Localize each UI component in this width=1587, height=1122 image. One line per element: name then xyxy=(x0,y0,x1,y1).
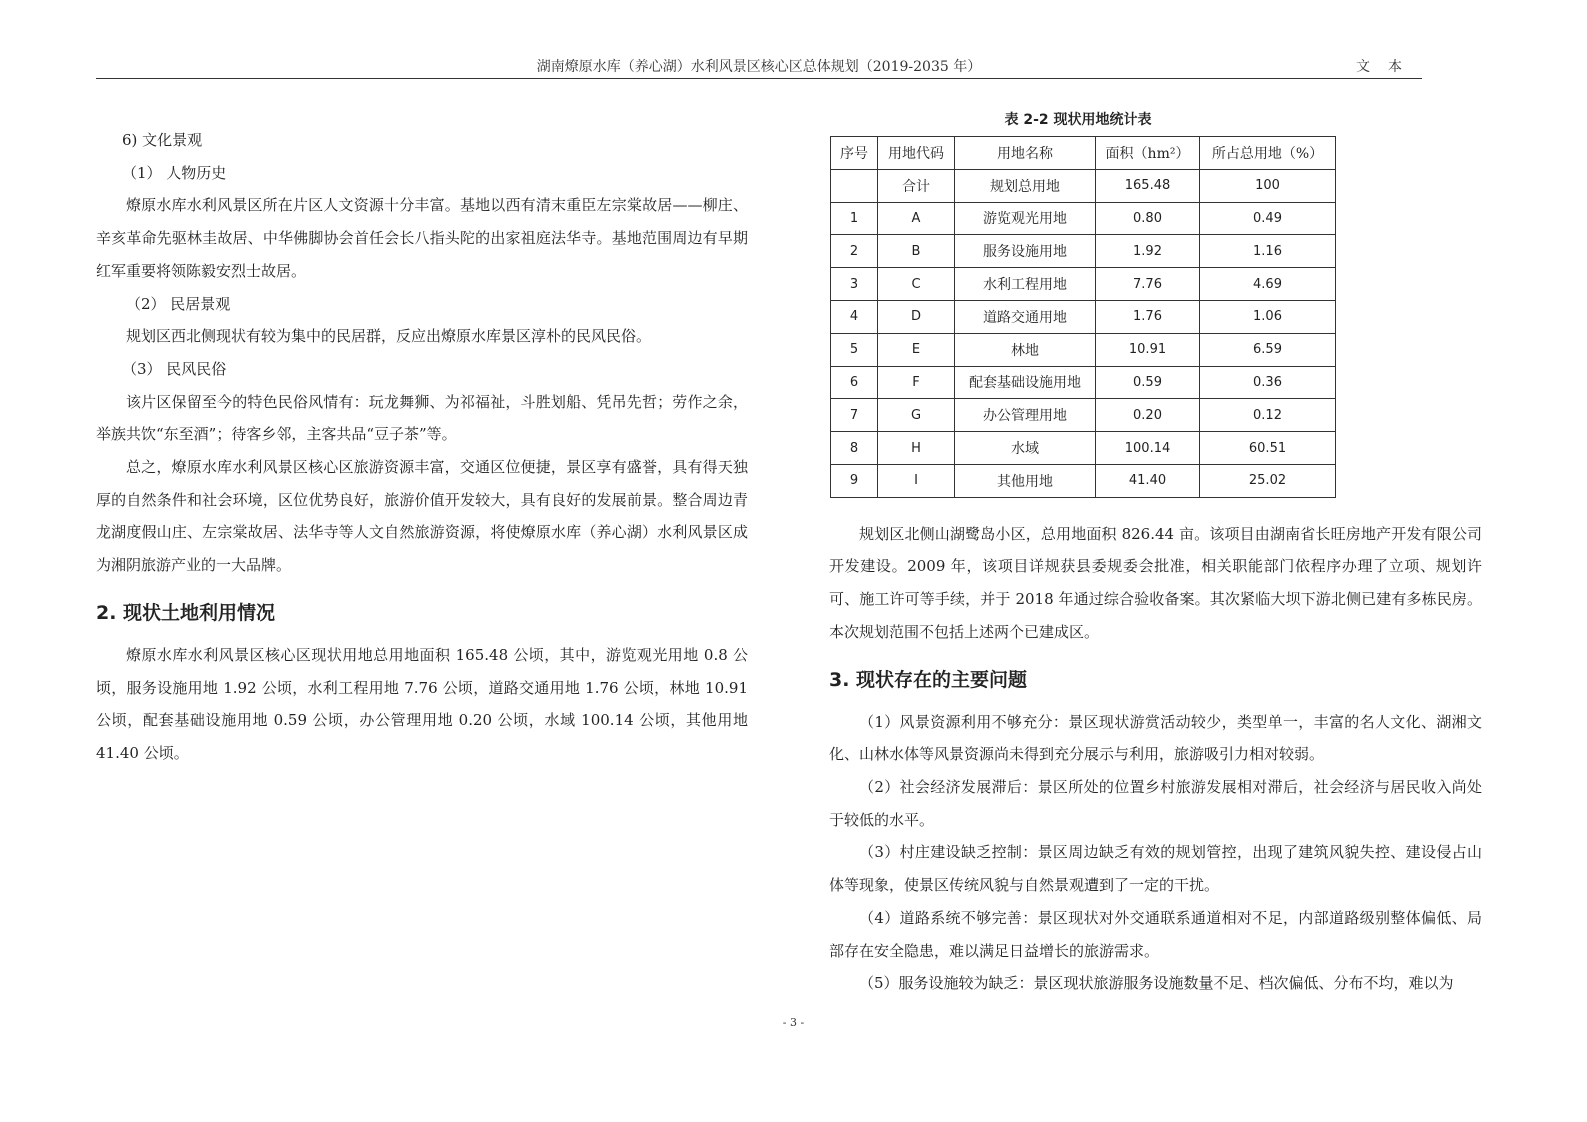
table-cell: 4.69 xyxy=(1200,268,1336,301)
table-row xyxy=(831,432,1336,465)
table-cell: 配套基础设施用地 xyxy=(955,366,1096,399)
table-cell: 办公管理用地 xyxy=(955,399,1096,432)
right-column xyxy=(829,108,1482,1000)
table-cell: 其他用地 xyxy=(955,464,1096,497)
table-cell: 6.59 xyxy=(1200,333,1336,366)
table-cell: 100 xyxy=(1200,169,1336,202)
table-cell: 10.91 xyxy=(1096,333,1200,366)
header-cell: 面积（hm²） xyxy=(1096,137,1200,170)
table-cell: 5 xyxy=(831,333,878,366)
header-title: 湖南燎原水库（养心湖）水利风景区核心区总体规划（2019-2035 年） xyxy=(536,59,982,75)
table-cell: 0.12 xyxy=(1200,399,1336,432)
header-cell: 用地代码 xyxy=(878,137,955,170)
table-cell: 6 xyxy=(831,366,878,399)
table-cell: 41.40 xyxy=(1096,464,1200,497)
table-cell: 7.76 xyxy=(1096,268,1200,301)
table-cell: 100.14 xyxy=(1096,432,1200,465)
table-cell: 服务设施用地 xyxy=(955,235,1096,268)
problem-item-1: （1）风景资源利用不够充分：景区现状游赏活动较少，类型单一，丰富的名人文化、湖湘文化、山林水体等风景资源尚未得到充分展示与利用，旅游吸引力相对较弱。 xyxy=(829,712,1482,764)
table-cell: 规划总用地 xyxy=(955,169,1096,202)
header-cell: 用地名称 xyxy=(955,137,1096,170)
table-cell: 1.06 xyxy=(1200,300,1336,333)
development-paragraph: 规划区北侧山湖鹭岛小区，总用地面积 826.44 亩。该项目由湖南省长旺房地产开发有限公司开发建设。2009 年，该项目详规获县委规委会批准，相关职能部门依程序办理了立项、规划许可、施工许可等手续，并于 2018 年通过综合验收备案。其次紧临大坝下游北侧已建有多栋民房。本次规划范围不包括上述两个已建成区。 xyxy=(829,524,1482,641)
table-cell: 9 xyxy=(831,464,878,497)
problem-item-3: （3）村庄建设缺乏控制：景区周边缺乏有效的规划管控，出现了建筑风貌失控、建设侵占山体等现象，使景区传统风貌与自然景观遭到了一定的干扰。 xyxy=(829,843,1482,895)
table-row xyxy=(831,268,1336,301)
header-cell: 所占总用地（%） xyxy=(1200,137,1336,170)
table-cell: B xyxy=(878,235,955,268)
table-cell: 1.76 xyxy=(1096,300,1200,333)
table-row xyxy=(831,399,1336,432)
table-cell: D xyxy=(878,300,955,333)
table-cell: 3 xyxy=(831,268,878,301)
problem-item-2: （2）社会经济发展滞后：景区所处的位置乡村旅游发展相对滞后，社会经济与居民收入尚处于较低的水平。 xyxy=(829,777,1482,829)
subsection-2-title: （2） 民居景观 xyxy=(126,294,231,313)
table-cell: F xyxy=(878,366,955,399)
table-cell: 合计 xyxy=(878,169,955,202)
left-column xyxy=(96,124,748,770)
table-cell: 0.49 xyxy=(1200,202,1336,235)
table-row xyxy=(831,202,1336,235)
section-2-text: 燎原水库水利风景区核心区现状用地总用地面积 165.48 公顷，其中，游览观光用地 0.8 公顷，服务设施用地 1.92 公顷，水利工程用地 7.76 公顷，道路交通用地 1.76 公顷，林地 10.91 公顷，配套基础设施用地 0.59 公顷，办公管理用地 0.20 公顷，水域 100.14 公顷，其他用地 41.40 公顷。 xyxy=(96,645,748,762)
land-use-table xyxy=(830,136,1336,498)
table-cell: 0.80 xyxy=(1096,202,1200,235)
table-cell: 游览观光用地 xyxy=(955,202,1096,235)
table-cell: 水域 xyxy=(955,432,1096,465)
table-cell: 1 xyxy=(831,202,878,235)
section-3-heading: 3. 现状存在的主要问题 xyxy=(829,668,1028,691)
header-doc-type: 文本 xyxy=(1356,59,1420,75)
table-cell: 8 xyxy=(831,432,878,465)
section-2-heading: 2. 现状土地利用情况 xyxy=(96,601,276,624)
table-cell: C xyxy=(878,268,955,301)
table-cell: 水利工程用地 xyxy=(955,268,1096,301)
section-6-title: 6) 文化景观 xyxy=(122,131,203,149)
problem-item-5: （5）服务设施较为缺乏：景区现状旅游服务设施数量不足、档次偏低、分布不均，难以为 xyxy=(859,974,1454,993)
table-cell: I xyxy=(878,464,955,497)
table-row xyxy=(831,300,1336,333)
subsection-2-text: 规划区西北侧现状有较为集中的民居群，反应出燎原水库景区淳朴的民风民俗。 xyxy=(126,327,652,346)
subsection-1-text: 燎原水库水利风景区所在片区人文资源十分丰富。基地以西有清末重臣左宗棠故居——柳庄、辛亥革命先驱林圭故居、中华佛脚协会首任会长八指头陀的出家祖庭法华寺。基地范围周边有早期红军重要将领陈毅安烈士故居。 xyxy=(96,196,748,280)
table-cell xyxy=(831,169,878,202)
table-row xyxy=(831,464,1336,497)
subsection-1-title: （1） 人物历史 xyxy=(122,163,227,182)
summary-paragraph: 总之，燎原水库水利风景区核心区旅游资源丰富，交通区位便捷，景区享有盛誉，具有得天独厚的自然条件和社会环境，区位优势良好，旅游价值开发较大，具有良好的发展前景。整合周边青龙湖度假山庄、左宗棠故居、法华寺等人文自然旅游资源，将使燎原水库（养心湖）水利风景区成为湘阴旅游产业的一大品牌。 xyxy=(96,458,748,575)
table-row xyxy=(831,169,1336,202)
table-row xyxy=(831,333,1336,366)
table-cell: H xyxy=(878,432,955,465)
table-cell: 0.20 xyxy=(1096,399,1200,432)
table-cell: E xyxy=(878,333,955,366)
table-cell: G xyxy=(878,399,955,432)
table-cell: 2 xyxy=(831,235,878,268)
subsection-3-title: （3） 民风民俗 xyxy=(122,359,227,378)
subsection-3-text: 该片区保留至今的特色民俗风情有：玩龙舞狮、为祁福祉，斗胜划船、凭吊先哲；劳作之余，举族共饮“东至酒”；待客乡邻，主客共品“豆子茶”等。 xyxy=(96,392,748,444)
page-header xyxy=(96,56,1422,79)
table-cell: A xyxy=(878,202,955,235)
header-cell: 序号 xyxy=(831,137,878,170)
table-cell: 1.92 xyxy=(1096,235,1200,268)
table-cell: 0.36 xyxy=(1200,366,1336,399)
table-cell: 165.48 xyxy=(1096,169,1200,202)
problem-item-4: （4）道路系统不够完善：景区现状对外交通联系通道相对不足，内部道路级别整体偏低、局部存在安全隐患，难以满足日益增长的旅游需求。 xyxy=(829,908,1482,960)
table-caption: 表 2-2 现状用地统计表 xyxy=(1004,112,1152,128)
table-cell: 1.16 xyxy=(1200,235,1336,268)
table-cell: 25.02 xyxy=(1200,464,1336,497)
table-row xyxy=(831,366,1336,399)
page-number: - 3 - xyxy=(782,1016,805,1029)
table-cell: 道路交通用地 xyxy=(955,300,1096,333)
table-row xyxy=(831,235,1336,268)
table-cell: 60.51 xyxy=(1200,432,1336,465)
table-cell: 0.59 xyxy=(1096,366,1200,399)
table-header-row xyxy=(831,137,1336,170)
table-cell: 4 xyxy=(831,300,878,333)
table-cell: 林地 xyxy=(955,333,1096,366)
table-cell: 7 xyxy=(831,399,878,432)
